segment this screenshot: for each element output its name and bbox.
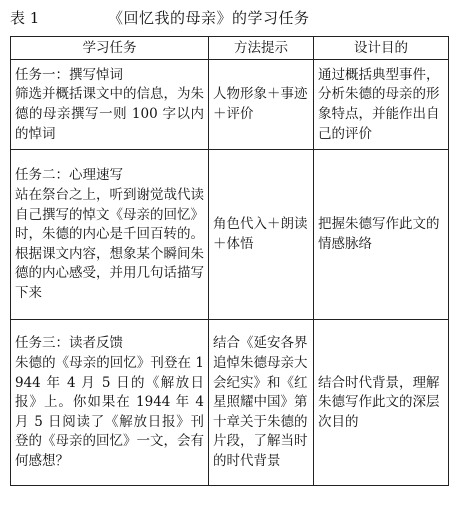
task-body: 站在祭台之上，听到谢觉哉代读自己撰写的悼文《母亲的回忆》时，朱德的内心是千回百转的。根据课文内容，想象某个瞬间朱德的内心感受，并用几句话描写下来 <box>15 187 204 301</box>
table-label: 表 1 <box>10 9 40 27</box>
task-cell <box>11 320 209 486</box>
table-row <box>11 320 449 486</box>
table-row <box>11 150 449 320</box>
table-row <box>11 60 449 150</box>
task-body: 朱德的《母亲的回忆》刊登在 1944 年 4 月 5 日的《解放日报》上。你如果在 1944 年 4 月 5 日阅读了《解放日报》刊登的《母亲的回忆》一文，会有何感想？ <box>15 355 204 469</box>
purpose-cell: 把握朱德写作此文的情感脉络 <box>314 150 449 320</box>
purpose-cell: 结合时代背景，理解朱德写作此文的深层次目的 <box>314 320 449 486</box>
method-cell: 结合《延安各界追悼朱德母亲大会纪实》和《红星照耀中国》第十章关于朱德的片段，了解当时的时代背景 <box>209 320 314 486</box>
task-cell <box>11 60 209 150</box>
learning-task-table <box>10 36 449 486</box>
header-method: 方法提示 <box>209 37 314 60</box>
task-cell <box>11 150 209 320</box>
task-body: 筛选并概括课文中的信息，为朱德的母亲撰写一则 100 字以内的悼词 <box>15 86 204 142</box>
table-header-row <box>11 37 449 60</box>
header-purpose: 设计目的 <box>314 37 449 60</box>
task-title: 任务三：读者反馈 <box>15 335 123 352</box>
header-task: 学习任务 <box>11 37 209 60</box>
method-cell: 角色代入＋朗读＋体悟 <box>209 150 314 320</box>
purpose-cell: 通过概括典型事件，分析朱德的母亲的形象特点，并能作出自己的评价 <box>314 60 449 150</box>
table-title: 《回忆我的母亲》的学习任务 <box>108 9 310 27</box>
task-title: 任务一：撰写悼词 <box>15 66 123 83</box>
task-title: 任务二：心理速写 <box>15 167 123 184</box>
table-caption <box>0 0 456 36</box>
method-cell: 人物形象＋事迹＋评价 <box>209 60 314 150</box>
